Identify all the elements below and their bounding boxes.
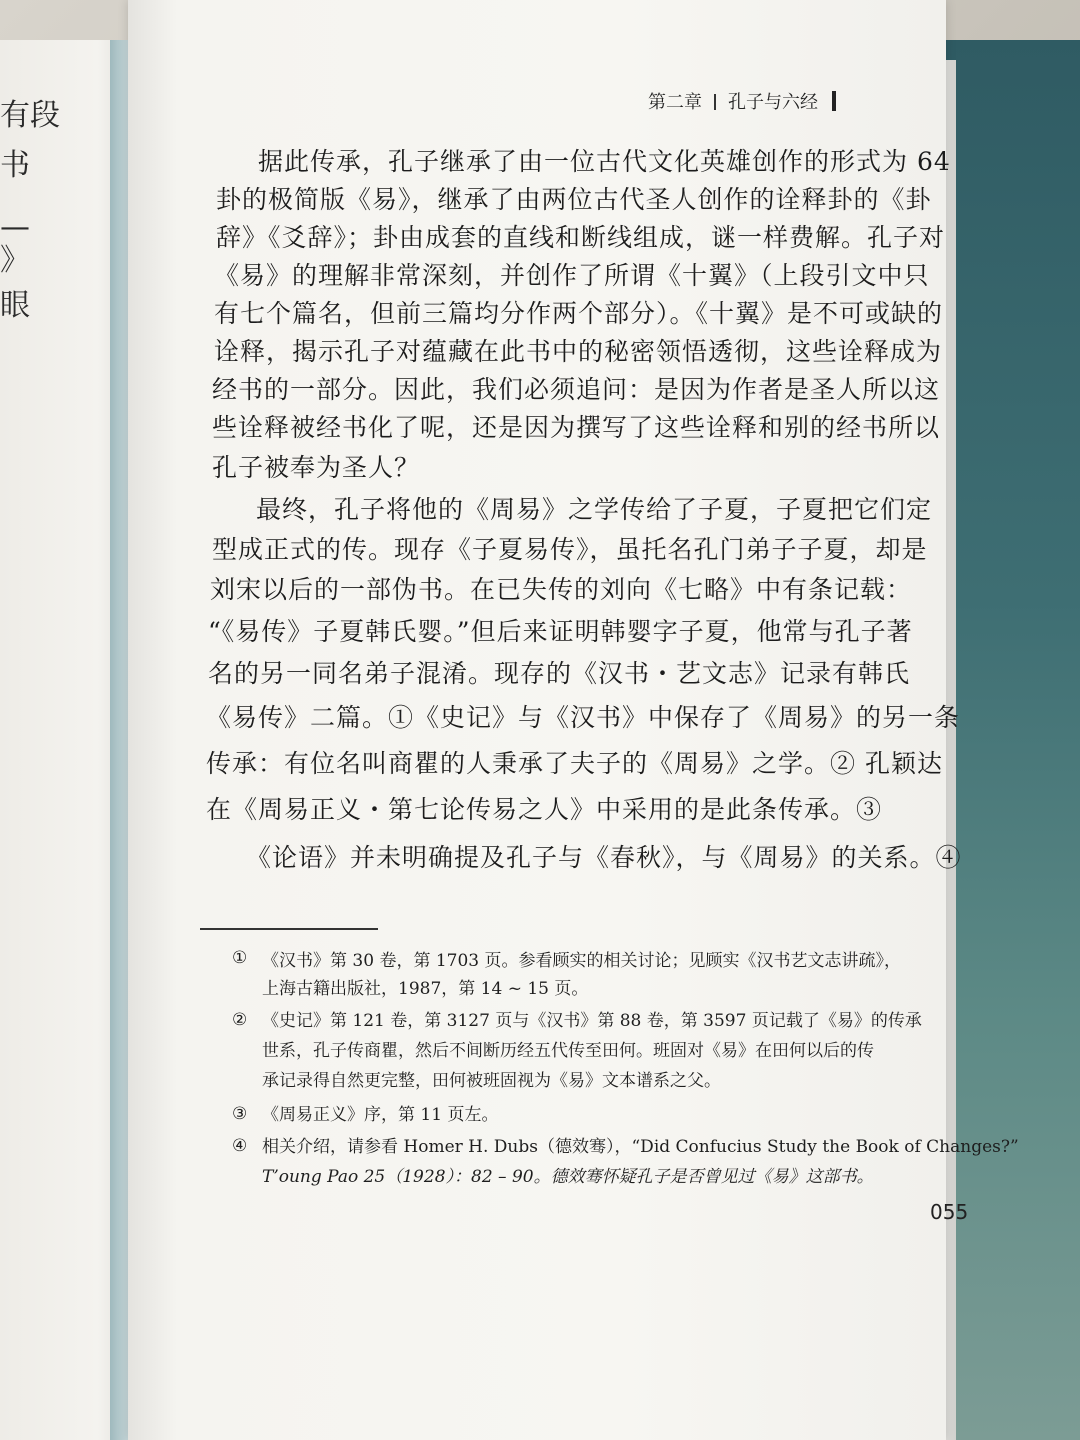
- left-page-fragment: 书: [0, 148, 30, 183]
- footnote-rule: [200, 928, 378, 930]
- body-line: 名的另一同名弟子混淆。现存的《汉书・艺文志》记录有韩氏: [208, 659, 911, 688]
- body-line: 刘宋以后的一部伪书。在已失传的刘向《七略》中有条记载：: [210, 575, 913, 604]
- footnote-line: 上海古籍出版社，1987，第 14 ~ 15 页。: [262, 979, 589, 999]
- body-line: 经书的一部分。因此，我们必须追问：是因为作者是圣人所以这: [212, 375, 941, 404]
- header-bar-mark: [832, 91, 836, 111]
- body-line: 据此传承，孔子继承了由一位古代文化英雄创作的形式为 64: [258, 147, 951, 176]
- body-line: 《易传》二篇。①《史记》与《汉书》中保存了《周易》的另一条: [206, 703, 961, 732]
- footnote-line: 世系，孔子传商瞿，然后不间断历经五代传至田何。班固对《易》在田何以后的传: [262, 1041, 874, 1061]
- running-head: [648, 88, 836, 114]
- footnote-line: 相关介绍，请参看 Homer H. Dubs（德效骞），“Did Confucius Study the Book of Changes?”: [262, 1137, 1019, 1157]
- footnote-line: T’oung Pao 25（1928）：82 – 90。德效骞怀疑孔子是否曾见过《易》这部书。: [262, 1167, 874, 1187]
- footnote-number: ①: [232, 948, 248, 968]
- section-title: 孔子与六经: [728, 92, 818, 113]
- header-separator: [714, 94, 716, 110]
- body-line: 《易》的理解非常深刻，并创作了所谓《十翼》（上段引文中只: [214, 261, 930, 290]
- footnote-line: 承记录得自然更完整，田何被班固视为《易》文本谱系之父。: [262, 1071, 721, 1091]
- body-line: 诠释，揭示孔子对蕴藏在此书中的秘密领悟透彻，这些诠释成为: [214, 337, 943, 366]
- body-line: 最终，孔子将他的《周易》之学传给了子夏，子夏把它们定: [256, 495, 933, 524]
- body-line: 有七个篇名，但前三篇均分作两个部分）。《十翼》是不可或缺的: [214, 299, 944, 328]
- chapter-label: 第二章: [648, 92, 702, 113]
- body-line: 卦的极简版《易》，继承了由两位古代圣人创作的诠释卦的《卦: [216, 185, 932, 214]
- body-line: 传承：有位名叫商瞿的人秉承了夫子的《周易》之学。② 孔颖达: [206, 749, 943, 778]
- left-page-fragment: 有段: [0, 98, 60, 133]
- body-line: 在《周易正义・第七论传易之人》中采用的是此条传承。③: [206, 795, 883, 824]
- footnote-number: ④: [232, 1136, 248, 1156]
- footnote-number: ③: [232, 1104, 248, 1124]
- footnote-line: 《周易正义》序，第 11 页左。: [262, 1105, 499, 1125]
- left-page-fragment: —: [0, 210, 30, 245]
- body-line: 《论语》并未明确提及孔子与《春秋》，与《周易》的关系。④: [246, 843, 962, 872]
- body-line: 些诠释被经书化了呢，还是因为撰写了这些诠释和别的经书所以: [212, 413, 941, 442]
- page-number: 055: [930, 1200, 969, 1224]
- left-page-fragment: 》: [0, 243, 30, 278]
- body-line: 辞》《爻辞》；卦由成套的直线和断线组成，谜一样费解。孔子对: [216, 223, 946, 252]
- footnote-number: ②: [232, 1010, 248, 1030]
- body-line: 型成正式的传。现存《子夏易传》，虽托名孔门弟子子夏，却是: [212, 535, 928, 564]
- footnote-line: 《汉书》第 30 卷，第 1703 页。参看顾实的相关讨论；见顾实《汉书艺文志讲疏》，: [262, 951, 902, 971]
- left-page-fragment: 眼: [0, 288, 30, 323]
- body-line: 孔子被奉为圣人？: [212, 453, 421, 482]
- footnote-line: 《史记》第 121 卷，第 3127 页与《汉书》第 88 卷，第 3597 页记载了《易》的传承: [262, 1011, 922, 1031]
- body-line: “《易传》子夏韩氏婴。”但后来证明韩婴字子夏，他常与孔子著: [208, 617, 913, 646]
